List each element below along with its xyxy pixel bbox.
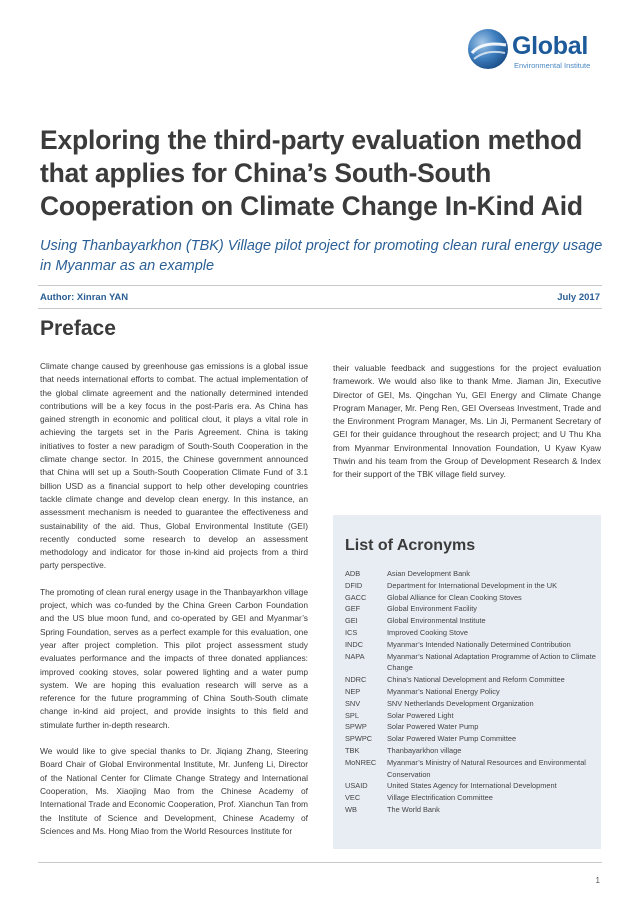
acronym-definition: Global Alliance for Clean Cooking Stoves: [387, 592, 522, 602]
logo-subtitle: Environmental Institute: [514, 61, 591, 70]
acronym-abbr: MoNREC: [345, 757, 377, 767]
acronym-definition: SNV Netherlands Development Organization: [387, 698, 534, 708]
acronym-definition: Department for International Development in the UK: [387, 580, 558, 590]
acronym-abbr: NEP: [345, 686, 361, 696]
acronym-abbr: DFID: [345, 580, 363, 590]
acronym-abbr: SNV: [345, 698, 361, 708]
publication-date: July 2017: [557, 292, 600, 303]
acronym-abbr: GEI: [345, 616, 358, 626]
document-subtitle: Using Thanbayarkhon (TBK) Village pilot project for promoting clean rural energy usage in Myanmar as an example: [40, 238, 603, 274]
acronym-definition: Global Environment Facility: [387, 604, 477, 614]
acronym-abbr: INDC: [345, 639, 364, 649]
left-column: [40, 360, 308, 838]
globe-icon: [466, 27, 510, 71]
logo-name: Global: [512, 32, 588, 60]
acronym-abbr: VEC: [345, 793, 361, 803]
acronym-definition: Myanmar’s National Adaptation Programme of Action to Climate Change: [387, 651, 596, 673]
divider-bottom: [38, 862, 602, 863]
acronym-abbr: TBK: [345, 745, 360, 755]
acronym-abbr: ADB: [345, 569, 361, 578]
acronym-row: [345, 651, 597, 675]
right-column: [333, 362, 601, 482]
acronym-definition: Myanmar’s National Energy Policy: [387, 686, 500, 696]
acronym-abbr: SPWP: [345, 722, 367, 732]
acronym-definition: Asian Development Bank: [387, 569, 470, 578]
acronym-row: [345, 686, 597, 698]
acronym-abbr: NAPA: [345, 651, 365, 661]
acronym-definition: Thanbayarkhon village: [387, 745, 462, 755]
acronym-row: [345, 780, 597, 792]
acronym-row: [345, 792, 597, 804]
acronym-abbr: USAID: [345, 781, 368, 791]
acronym-abbr: SPL: [345, 710, 359, 720]
acronym-row: [345, 568, 597, 580]
acronym-row: [345, 580, 597, 592]
divider-mid: [38, 308, 602, 309]
acronym-abbr: NDRC: [345, 675, 367, 685]
acronym-definition: China’s National Development and Reform Committee: [387, 675, 565, 685]
acronym-row: [345, 674, 597, 686]
acronym-row: [345, 745, 597, 757]
acronym-abbr: SPWPC: [345, 734, 373, 744]
acronym-definition: Solar Powered Light: [387, 710, 454, 720]
gei-logo: [466, 27, 606, 77]
acronym-definition: Myanmar’s Intended Nationally Determined Contribution: [387, 639, 571, 649]
preface-paragraph-1: Climate change caused by greenhouse gas emissions is a global issue that needs international efforts to combat. The actual implementation of the global climate agreement and the nationally determined intended contributions will be a key focus in the post-Paris era. As China has gained strength in economic and political clout, it plays a vital role in achieving the targets set in the Paris Agreement. China is taking initiatives to foster a new paradigm of South-South Cooperation in the climate change sector. In 2015, the Chinese government announced that China will set up a South-South Cooperation Climate Fund of 3.1 billion USD as a financial support to help other developing countries tackle climate change and develop clean energy. In this instance, an assessment mechanism is needed to guarantee the effectiveness and sustainability of the aid. Thus, Global Environmental Institute (GEI) recently conducted some research to develop an assessment methodology and indicator for those in-kind aid projects from a third party perspective.: [40, 361, 308, 571]
acronyms-box: [333, 515, 601, 849]
acronym-row: [345, 710, 597, 722]
preface-paragraph-continued: their valuable feedback and suggestions for the project evaluation framework. We would also like to thank Mme. Jiaman Jin, Executive Director of GEI, Ms. Qingchan Yu, GEI Energy and Climate Change Program Manager, Mr. Peng Ren, GEI Overseas Investment, Trade and the Environment Program Manager, Ms. Lin Ji, Permanent Secretary of GEI for their guidance throughout the research project; and U Thu Kha from Myanmar Environmental Innovation Foundation, U Kyaw Kyaw Thwin and his team from the Group of Development Research & Index for their support of the TBK village field survey.: [333, 363, 601, 480]
acronym-abbr: WB: [345, 804, 357, 814]
acronyms-list: [345, 568, 597, 816]
acronym-definition: Solar Powered Water Pump: [387, 722, 479, 732]
acronym-definition: Improved Cooking Stove: [387, 627, 468, 637]
acronym-definition: Myanmar’s Ministry of Natural Resources and Environmental Conservation: [387, 757, 586, 779]
acronym-definition: Solar Powered Water Pump Committee: [387, 734, 517, 744]
acronym-row: [345, 615, 597, 627]
acronym-row: [345, 804, 597, 816]
acronyms-heading: List of Acronyms: [345, 537, 476, 554]
acronym-row: [345, 733, 597, 745]
acronym-abbr: ICS: [345, 627, 358, 637]
page-number: 1: [595, 876, 600, 885]
acronym-row: [345, 603, 597, 615]
preface-paragraph-2: The promoting of clean rural energy usage in the Thanbayarkhon village project, which was co-funded by the China Green Carbon Foundation and the US blue moon fund, and co-operated by GEI and Myanmar’s Spring Foundation, serves as a perfect example for this evaluation, one year after project completion. This pilot project assessment study evaluates performance and the impacts of three donated appliances: improved cooking stoves, solar powered lighting and a water pump system. We are hoping this evaluation research will serve as a reference for the future programming of China South-South climate change in-kind aid project, and provide insights to this field and stimulate further in-depth research.: [40, 586, 308, 730]
divider-top: [38, 285, 602, 286]
acronym-abbr: GACC: [345, 592, 367, 602]
document-title: Exploring the third-party evaluation method that applies for China’s South-South Cooperation on Climate Change In-Kind Aid: [40, 125, 583, 221]
acronym-definition: Global Environmental Institute: [387, 616, 486, 626]
acronym-row: [345, 698, 597, 710]
acronym-row: [345, 639, 597, 651]
acronym-row: [345, 592, 597, 604]
acronym-row: [345, 757, 597, 781]
acronym-definition: Village Electrification Committee: [387, 793, 493, 803]
acronym-row: [345, 627, 597, 639]
acronym-row: [345, 721, 597, 733]
acronym-definition: United States Agency for International Development: [387, 781, 557, 791]
acronym-definition: The World Bank: [387, 804, 440, 814]
author-line: Author: Xinran YAN: [40, 292, 129, 303]
preface-paragraph-3: We would like to give special thanks to Dr. Jiqiang Zhang, Steering Board Chair of Global Environmental Institute, Mr. Junfeng Li, Director of the National Center for Climate Change Strategy and International Cooperation, Ms. Xiaojing Mao from the Chinese Academy of International Trade and Economic Cooperation, Prof. Xianchun Tan from the Institute of Science and Development, Chinese Academy of Sciences and Ms. Hong Miao from the World Resources Institute for: [40, 746, 308, 836]
acronym-abbr: GEF: [345, 604, 361, 614]
preface-heading: Preface: [40, 317, 116, 340]
